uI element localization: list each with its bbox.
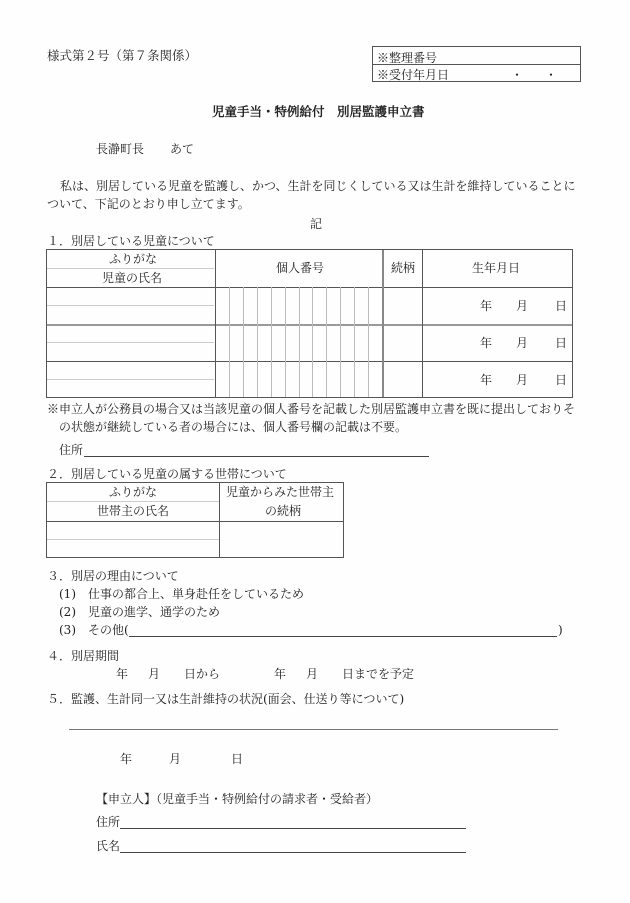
header-child-name: 児童の氏名 <box>102 271 163 285</box>
digit-cell[interactable] <box>355 325 367 360</box>
option-close-paren: ) <box>558 623 563 637</box>
section1-heading: １．別居している児童について <box>47 234 215 248</box>
birth-year-label: 年 <box>480 373 493 387</box>
birth-month-label: 月 <box>516 299 529 313</box>
date-separator: ・ <box>545 68 558 82</box>
digit-cell[interactable] <box>286 362 298 397</box>
applicant-name-field[interactable] <box>120 852 466 853</box>
addressee-name: 長瀞町長 <box>96 142 145 156</box>
management-number-label: ※整理番号 <box>377 51 438 65</box>
digit-cell[interactable] <box>286 325 298 360</box>
digit-cell[interactable] <box>341 288 353 323</box>
digit-cell[interactable] <box>300 362 312 397</box>
digit-cell[interactable] <box>258 325 270 360</box>
header-furigana: ふりがな <box>109 252 158 266</box>
addressee-suffix: あて <box>170 142 195 156</box>
digit-cell[interactable] <box>272 288 284 323</box>
applicant-address-field[interactable] <box>120 828 466 829</box>
applicant-name-label: 氏名 <box>96 839 121 853</box>
note-line-2: の状態が継続している者の場合には、個人番号欄の記載は不要。 <box>59 420 408 434</box>
option-number: (3) <box>59 623 76 637</box>
applicant-heading: 【申立人】（児童手当・特例給付の請求者・受給者） <box>96 792 379 806</box>
digit-cell[interactable] <box>313 362 325 397</box>
header-individual-number: 個人番号 <box>276 261 325 275</box>
digit-cell[interactable] <box>355 288 367 323</box>
birth-year-label: 年 <box>480 336 493 350</box>
digit-cell[interactable] <box>313 325 325 360</box>
digit-cell[interactable] <box>272 325 284 360</box>
digit-cell[interactable] <box>327 362 339 397</box>
digit-cell[interactable] <box>286 288 298 323</box>
relationship-field[interactable] <box>384 290 420 322</box>
digit-cell[interactable] <box>369 325 381 360</box>
head-name-field[interactable] <box>49 541 217 556</box>
birth-day-label: 日 <box>555 336 568 350</box>
head-relationship-field[interactable] <box>221 524 341 556</box>
header-birthdate: 生年月日 <box>472 261 521 275</box>
digit-cell[interactable] <box>258 288 270 323</box>
ki-label: 記 <box>310 217 323 231</box>
child-name-field[interactable] <box>49 307 213 322</box>
date-separator: ・ <box>511 68 524 82</box>
digit-cell[interactable] <box>327 288 339 323</box>
children-table <box>46 249 573 398</box>
digit-cell[interactable] <box>230 288 242 323</box>
furigana-field[interactable] <box>49 290 213 304</box>
option-label: 仕事の都合上、単身赴任をしているため <box>88 587 305 601</box>
receipt-box <box>372 46 581 82</box>
digit-cell[interactable] <box>230 362 242 397</box>
relationship-field[interactable] <box>384 364 420 396</box>
child-name-field[interactable] <box>49 381 213 396</box>
digit-cell[interactable] <box>313 288 325 323</box>
birth-month-label: 月 <box>516 336 529 350</box>
header-head-name: 世帯主の氏名 <box>97 504 170 518</box>
relationship-field[interactable] <box>384 327 420 359</box>
digit-cell[interactable] <box>300 325 312 360</box>
statement-line-2: ついて、下記のとおり申し立てます。 <box>47 197 250 211</box>
digit-cell[interactable] <box>341 325 353 360</box>
birth-day-label: 日 <box>555 373 568 387</box>
head-furigana-field[interactable] <box>49 524 217 538</box>
digit-cell[interactable] <box>230 325 242 360</box>
option-number: (1) <box>59 587 76 601</box>
header-relationship-line1: 児童からみた世帯主 <box>226 485 335 499</box>
section3-heading: ３．別居の理由について <box>47 569 179 583</box>
document-title: 児童手当・特例給付 別居監護申立書 <box>212 104 425 119</box>
header-furigana: ふりがな <box>109 485 158 499</box>
furigana-field[interactable] <box>49 364 213 378</box>
digit-cell[interactable] <box>244 325 256 360</box>
period-from-year: 年 <box>116 667 129 681</box>
child-address-label: 住所 <box>59 443 84 457</box>
signature-month: 月 <box>169 752 182 766</box>
signature-year: 年 <box>120 752 133 766</box>
statement-line-1: 私は、別居している児童を監護し、かつ、生計を同じくしている又は生計を維持していることに <box>60 179 576 193</box>
digit-cell[interactable] <box>216 288 228 323</box>
digit-cell[interactable] <box>216 362 228 397</box>
received-date-row <box>373 64 580 81</box>
digit-cell[interactable] <box>369 288 381 323</box>
digit-cell[interactable] <box>244 362 256 397</box>
digit-cell[interactable] <box>258 362 270 397</box>
other-reason-field[interactable] <box>129 636 557 637</box>
digit-cell[interactable] <box>244 288 256 323</box>
custody-status-field[interactable] <box>69 729 558 730</box>
option-label: 児童の進学、通学のため <box>88 605 221 619</box>
period-until-year: 年 <box>274 667 287 681</box>
note-line-1: ※申立人が公務員の場合又は当該児童の個人番号を記載した別居監護申立書を既に提出しておりそ <box>47 402 576 416</box>
birth-year-label: 年 <box>480 299 493 313</box>
period-until-month: 月 <box>306 667 319 681</box>
received-date-label: ※受付年月日 <box>377 68 450 82</box>
birth-day-label: 日 <box>555 299 568 313</box>
child-address-field[interactable] <box>84 456 429 457</box>
child-name-field[interactable] <box>49 344 213 359</box>
form-number: 様式第２号（第７条関係） <box>47 48 198 63</box>
digit-cell[interactable] <box>216 325 228 360</box>
management-number-row <box>373 47 580 65</box>
applicant-address-label: 住所 <box>96 815 121 829</box>
section2-heading: ２．別居している児童の属する世帯について <box>47 467 287 481</box>
option-label: その他( <box>88 623 129 637</box>
period-from-month: 月 <box>148 667 161 681</box>
section5-heading: ５．監護、生計同一又は生計維持の状況(面会、仕送り等について) <box>47 692 405 706</box>
household-table <box>46 482 344 558</box>
birth-month-label: 月 <box>516 373 529 387</box>
digit-cell[interactable] <box>341 362 353 397</box>
furigana-field[interactable] <box>49 327 213 341</box>
period-until-day: 日までを予定 <box>342 667 415 681</box>
digit-cell[interactable] <box>272 362 284 397</box>
digit-cell[interactable] <box>327 325 339 360</box>
signature-day: 日 <box>231 752 244 766</box>
section4-heading: ４．別居期間 <box>47 649 120 663</box>
header-relationship: 続柄 <box>391 261 416 275</box>
digit-cell[interactable] <box>300 288 312 323</box>
digit-cell[interactable] <box>369 362 381 397</box>
header-relationship-line2: の続柄 <box>265 504 302 518</box>
period-from-day: 日から <box>184 667 221 681</box>
digit-cell[interactable] <box>355 362 367 397</box>
option-number: (2) <box>59 605 76 619</box>
